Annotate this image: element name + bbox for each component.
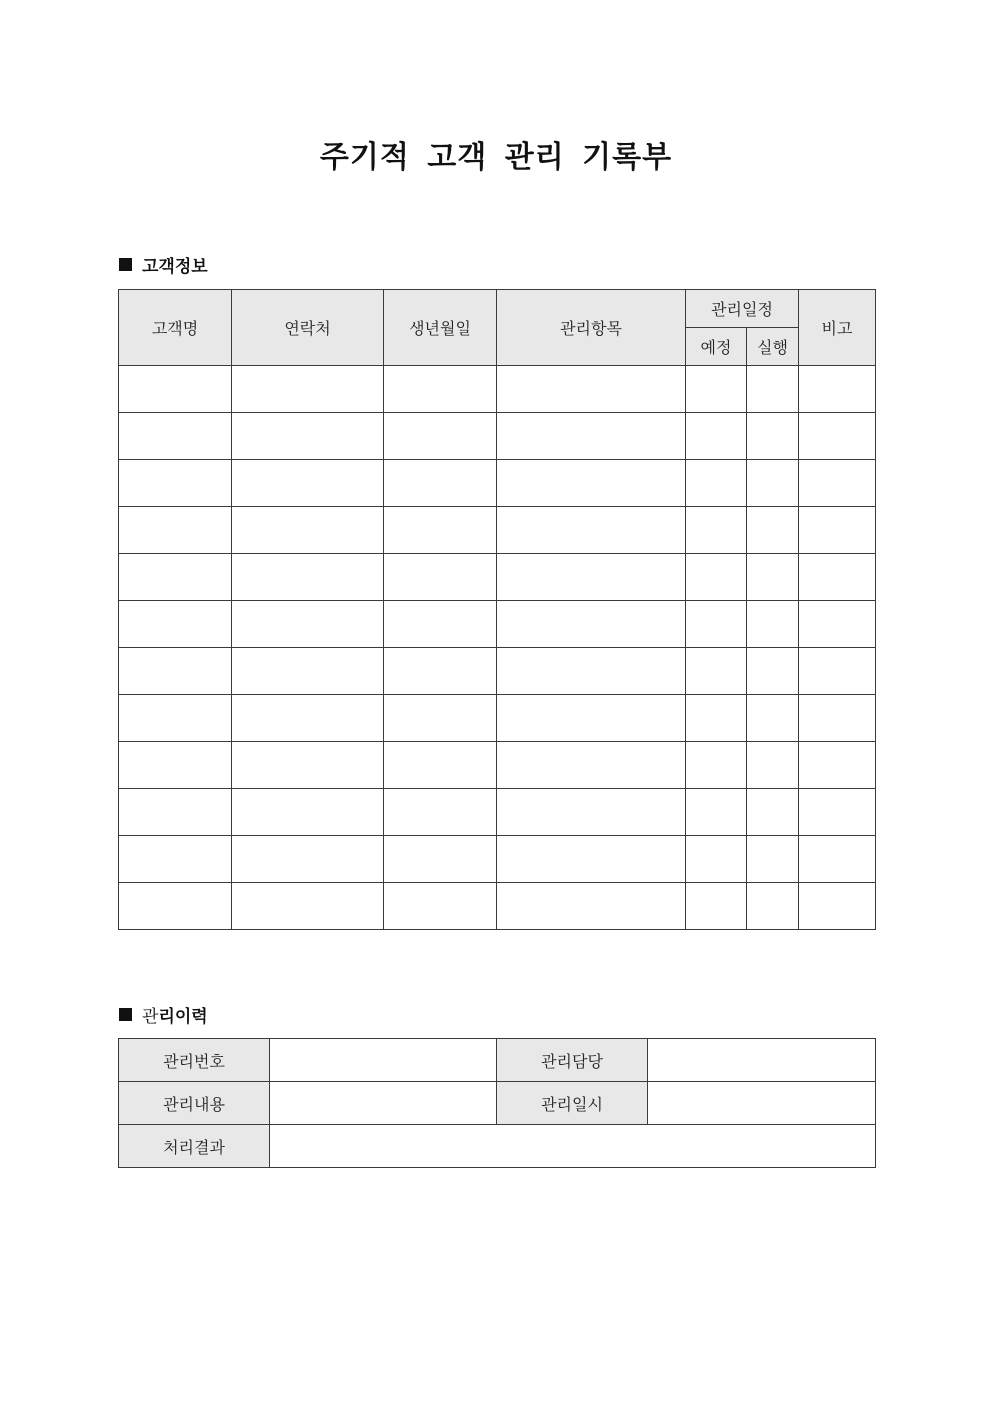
cell-name[interactable] [119,648,232,695]
cell-planned[interactable] [686,413,747,460]
cell-note[interactable] [799,601,876,648]
cell-note[interactable] [799,366,876,413]
customer-info-table [118,289,876,930]
cell-item[interactable] [497,648,686,695]
cell-birthdate[interactable] [384,413,497,460]
cell-executed[interactable] [747,460,799,507]
document-title: 주기적 고객 관리 기록부 [319,140,673,175]
cell-contact[interactable] [232,883,384,930]
header-management-item: 관리항목 [497,290,686,366]
header-customer-name: 고객명 [119,290,232,366]
cell-planned[interactable] [686,742,747,789]
cell-note[interactable] [799,507,876,554]
cell-executed[interactable] [747,554,799,601]
cell-contact[interactable] [232,507,384,554]
cell-contact[interactable] [232,742,384,789]
header-contact: 연락처 [232,290,384,366]
management-history-heading-prefix: 관 [142,1006,159,1027]
cell-note[interactable] [799,554,876,601]
black-square-icon [119,258,132,271]
cell-contact[interactable] [232,554,384,601]
cell-name[interactable] [119,507,232,554]
cell-planned[interactable] [686,366,747,413]
label-management-number: 관리번호 [119,1039,270,1082]
table-row [119,460,876,507]
management-content-field[interactable] [270,1082,497,1125]
cell-note[interactable] [799,413,876,460]
table-row [119,742,876,789]
cell-item[interactable] [497,366,686,413]
cell-executed[interactable] [747,366,799,413]
cell-item[interactable] [497,413,686,460]
label-management-datetime: 관리일시 [497,1082,648,1125]
cell-birthdate[interactable] [384,883,497,930]
cell-name[interactable] [119,413,232,460]
cell-item[interactable] [497,554,686,601]
cell-note[interactable] [799,460,876,507]
cell-birthdate[interactable] [384,460,497,507]
cell-birthdate[interactable] [384,836,497,883]
cell-item[interactable] [497,836,686,883]
cell-planned[interactable] [686,554,747,601]
cell-name[interactable] [119,601,232,648]
customer-info-heading [119,252,208,276]
cell-item[interactable] [497,460,686,507]
cell-planned[interactable] [686,695,747,742]
table-row [119,507,876,554]
cell-planned[interactable] [686,601,747,648]
cell-executed[interactable] [747,742,799,789]
cell-birthdate[interactable] [384,601,497,648]
cell-planned[interactable] [686,507,747,554]
cell-contact[interactable] [232,836,384,883]
management-history-table [118,1038,876,1168]
cell-executed[interactable] [747,789,799,836]
cell-executed[interactable] [747,836,799,883]
cell-executed[interactable] [747,413,799,460]
management-history-heading [119,1002,208,1026]
cell-item[interactable] [497,789,686,836]
table-row [119,554,876,601]
cell-name[interactable] [119,742,232,789]
cell-item[interactable] [497,883,686,930]
customer-rows [119,366,876,930]
table-row [119,789,876,836]
cell-planned[interactable] [686,883,747,930]
black-square-icon [119,1008,132,1021]
cell-executed[interactable] [747,648,799,695]
cell-executed[interactable] [747,883,799,930]
cell-item[interactable] [497,695,686,742]
table-row [119,413,876,460]
cell-note[interactable] [799,883,876,930]
cell-name[interactable] [119,366,232,413]
cell-note[interactable] [799,695,876,742]
cell-item[interactable] [497,507,686,554]
table-row [119,648,876,695]
cell-name[interactable] [119,695,232,742]
management-number-field[interactable] [270,1039,497,1082]
management-history-heading-text: 리이력 [158,1006,208,1027]
table-row [119,836,876,883]
cell-birthdate[interactable] [384,554,497,601]
label-processing-result: 처리결과 [119,1125,270,1168]
cell-item[interactable] [497,601,686,648]
cell-contact[interactable] [232,648,384,695]
management-manager-field[interactable] [648,1039,876,1082]
cell-name[interactable] [119,883,232,930]
customer-info-heading-text: 고객정보 [142,256,208,277]
cell-planned[interactable] [686,789,747,836]
cell-executed[interactable] [747,601,799,648]
cell-planned[interactable] [686,836,747,883]
cell-birthdate[interactable] [384,366,497,413]
header-note: 비고 [799,290,876,366]
cell-contact[interactable] [232,460,384,507]
cell-name[interactable] [119,789,232,836]
cell-executed[interactable] [747,695,799,742]
table-row [119,601,876,648]
cell-birthdate[interactable] [384,507,497,554]
cell-note[interactable] [799,789,876,836]
header-management-schedule: 관리일정 [686,290,799,328]
cell-contact[interactable] [232,601,384,648]
cell-name[interactable] [119,460,232,507]
cell-planned[interactable] [686,648,747,695]
cell-contact[interactable] [232,413,384,460]
table-row [119,883,876,930]
cell-note[interactable] [799,648,876,695]
header-executed: 실행 [747,328,799,366]
cell-note[interactable] [799,742,876,789]
header-planned: 예정 [686,328,747,366]
cell-birthdate[interactable] [384,742,497,789]
label-management-content: 관리내용 [119,1082,270,1125]
table-row [119,695,876,742]
cell-note[interactable] [799,836,876,883]
cell-executed[interactable] [747,507,799,554]
header-birthdate: 생년월일 [384,290,497,366]
cell-contact[interactable] [232,366,384,413]
cell-name[interactable] [119,554,232,601]
management-datetime-field[interactable] [648,1082,876,1125]
cell-planned[interactable] [686,460,747,507]
cell-contact[interactable] [232,695,384,742]
cell-item[interactable] [497,742,686,789]
cell-contact[interactable] [232,789,384,836]
processing-result-field[interactable] [270,1125,876,1168]
cell-birthdate[interactable] [384,648,497,695]
cell-name[interactable] [119,836,232,883]
cell-birthdate[interactable] [384,695,497,742]
label-management-manager: 관리담당 [497,1039,648,1082]
cell-birthdate[interactable] [384,789,497,836]
table-row [119,366,876,413]
